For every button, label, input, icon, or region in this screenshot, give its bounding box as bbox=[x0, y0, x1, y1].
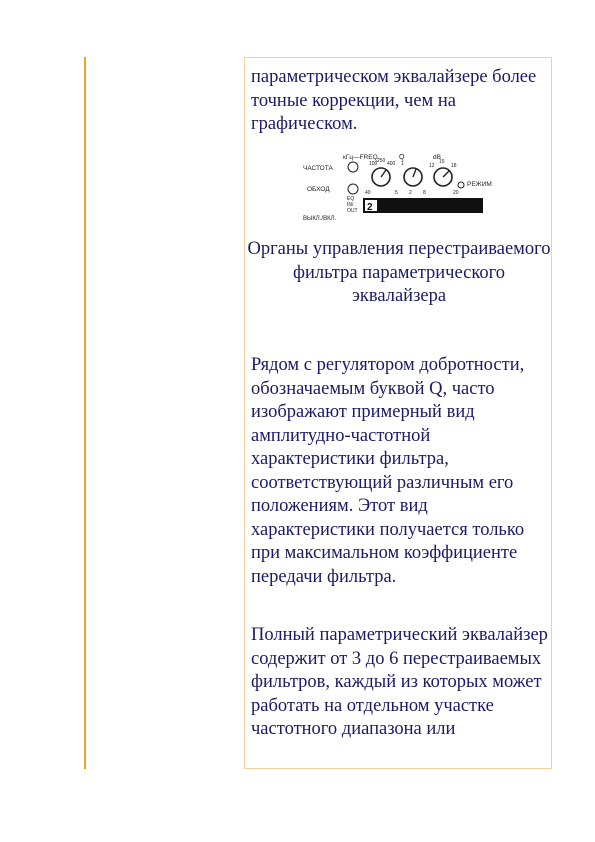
tick-20: 20 bbox=[453, 190, 459, 196]
tick-2: 2 bbox=[409, 190, 412, 196]
tick-8: 8 bbox=[423, 190, 426, 196]
fig-label-out: OUT bbox=[347, 208, 358, 214]
paragraph-1: параметрическом эквалайзере более точные коррекции, чем на графическом. bbox=[251, 67, 537, 134]
fig-label-khz-freq: кГц—FREQ. bbox=[343, 154, 380, 161]
paragraph-3: Полный параметрический эквалайзер содержит от 3 до 6 перестраиваемых фильтров, каждый из которых может работать на отдельном участке частотного диапазона или bbox=[251, 625, 548, 739]
paragraph-2: Рядом с регулятором добротности, обозначаемым буквой Q, часто изображают примерный вид амплитудно-частотной характеристики фильтра, соответствующий различным его положениям. Этот вид характеристики получается только при максимальном коэффициенте передачи фильтра. bbox=[251, 355, 525, 587]
bypass-button bbox=[348, 184, 358, 194]
tick-100: 100 bbox=[369, 161, 378, 167]
band-bar bbox=[363, 198, 483, 213]
tick-250: 250 bbox=[377, 158, 386, 164]
left-margin-rule bbox=[84, 57, 86, 769]
tick-12: 12 bbox=[429, 163, 435, 169]
freq-button bbox=[348, 162, 358, 172]
tick-40: 40 bbox=[365, 190, 371, 196]
mode-led bbox=[458, 182, 464, 188]
fig-band-number: 2 bbox=[367, 202, 373, 213]
figure-caption: Органы управления перестраиваемого фильтра параметрического эквалайзера bbox=[247, 239, 551, 306]
fig-label-onoff: ВЫКЛ./ВКЛ. bbox=[303, 216, 337, 222]
fig-label-mode: РЕЖИМ bbox=[467, 181, 492, 188]
fig-label-db: dB bbox=[433, 154, 441, 161]
equalizer-controls-figure bbox=[303, 151, 513, 223]
tick-15: 15 bbox=[439, 159, 445, 165]
fig-label-in: IN/ bbox=[347, 202, 354, 208]
tick-18: 18 bbox=[451, 163, 457, 169]
content-frame bbox=[244, 57, 552, 769]
tick-5: 5 bbox=[395, 190, 398, 196]
tick-400: 400 bbox=[387, 161, 396, 167]
fig-label-freq: ЧАСТОТА bbox=[303, 165, 333, 172]
tick-1: 1 bbox=[401, 161, 404, 167]
fig-label-q: Q bbox=[399, 154, 405, 161]
fig-label-bypass: ОБХОД bbox=[307, 186, 330, 193]
fig-label-eq: EQ bbox=[347, 196, 355, 202]
